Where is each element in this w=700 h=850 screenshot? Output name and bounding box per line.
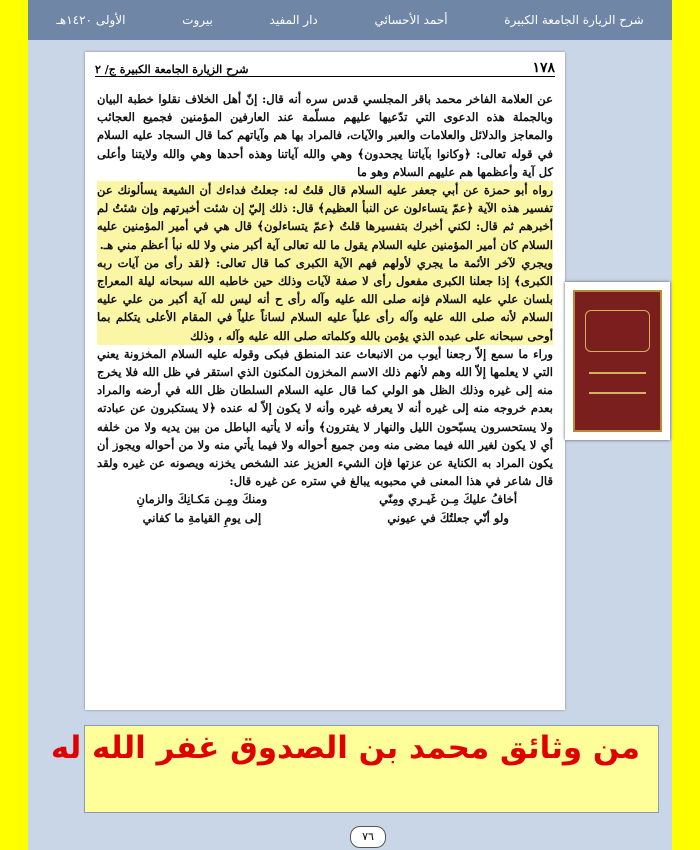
paragraph-3-highlighted: ويجري لآخر الأئمة ما يجري لأولهم فهم الآية الكبرى كما قال تعالى: ﴿لقد رأى من آيات ربه الكبرى﴾ إذا جعلنا الكبرى مفعول رأى لا صفة لآيات وذلك حين خاطبه الله سبحانه ليلة المعراج بلسان علي عليه السلام فإنه صلى الله عليه وآله رأى ح أنه ليس لله آية أكبر من علي عليه السلام لأنه صلى الله عليه وآله رأى علياً عليه السلام لساناً علياً في المقام الأعلى يتكلم بما أوحى سبحانه على عبده الذي يؤمن بالله وكلماته صلى الله عليه وآله ، وذلك	[97, 254, 553, 345]
page-number: ١٧٨	[532, 60, 555, 76]
publisher-name: دار المفيد	[269, 13, 318, 27]
book-title: شرح الزيارة الجامعة الكبيرة	[504, 13, 644, 27]
book-cover-image	[565, 282, 670, 440]
cover-divider	[589, 392, 646, 394]
footer-page-number: ٧٦	[350, 826, 386, 848]
publication-city: بيروت	[182, 13, 213, 27]
caption-text: من وثائق محمد بن الصدوق غفر الله له	[50, 730, 640, 766]
poem-hemistich: ومنكَ ومِـن مَكـانِكَ والزمانِ	[136, 492, 268, 507]
caption-box	[50, 725, 659, 813]
page-header	[95, 58, 555, 77]
paragraph-2-highlighted: رواه أبو حمزة عن أبي جعفر عليه السلام قال قلتُ له: جعلتُ فداءك أن الشيعة يسألونك عن تفسير هذه الآية ﴿عمّ يتساءلون عن النبأ العظيم﴾ قال: ذلك إليّ إن شئت أخبرتهم وإن شئتُ لم أخبرهم ثم قال: لكني أخبرك بتفسيرها قلتُ ﴿عمّ يتساءلون﴾ قال هي في أمير المؤمنين عليه السلام كان أمير المؤمنين عليه السلام يقول ما لله تعالى آية أكبر مني ولا لله نبأ أعظم مني هـ.	[97, 181, 553, 254]
poem-hemistich: إلى يومِ القيامةِ ما كفاني	[142, 510, 262, 525]
book-cover	[573, 290, 662, 432]
page-body	[97, 90, 553, 704]
edition-info: الأولى ١٤٢٠هـ	[56, 13, 126, 27]
running-title: شرح الزيارة الجامعة الكبيرة ج/ ٢	[95, 63, 249, 76]
poem-hemistich: أخافُ عليكَ مِـن غَيـري ومِنّي	[379, 492, 518, 507]
poem-hemistich: ولو أنّي جعلتُكَ في عيوني	[387, 510, 509, 525]
poem-line-1	[97, 490, 553, 508]
cover-ornament	[585, 310, 650, 352]
scanned-book-page	[85, 52, 565, 710]
cover-divider	[589, 372, 646, 374]
paragraph-4: وراء ما سمع إلاّ رجعنا أيوب من الانبعاث عند المنطق فبكى وقوله عليه السلام المخزونة يعني التي لا يعلمها إلاّ الله وهم لأنهم ذلك الاسم المخزون المكنون الذي استقر في ظل الله فلا يخرج منه إلى غيره وذلك الظل هو الولي كما قال عليه السلام السلطان ظل الله في أرضه والمراد بعدم خروجه منه إلى غيره أنه لا يعرفه غيره وأنه لا يكون إلاّ له عنده ﴿لا يستكبرون عن عبادته ولا يستحسرون يسبّحون الليل والنهار لا يفترون﴾ وأنه لا يأتيه الباطل من بين يديه ولا من خلفه أي لا يكون لغير الله فيما مضى منه ومن جميع أحواله ولا فيما يأتي منه ولا من أحواله ويجوز أن يكون المراد به الكناية عن عزتها فإن الشيء العزيز عند الشخص يخزنه ويصونه عن غيره ولقد قال شاعر في هذا المعنى في محبوبه يبالغ في ستره عن غيره قال:	[97, 346, 553, 489]
poem-line-2	[97, 509, 553, 527]
book-info-bar	[28, 0, 672, 40]
author-name: أحمد الأحسائي	[374, 13, 448, 27]
paragraph-1: عن العلامة الفاخر محمد باقر المجلسي قدس سره أنه قال: إنّ أهل الخلاف نقلوا خطبة البيان وبالجملة هذه الدعوى التي تدّعيها عليهم مسلّمة عند العارفين المؤمنين فجميع العجائب والمعاجز والدلائل والعلامات والعبر والآيات، فالمراد بها هم وآياتهم كما قال السجاد عليه السلام في قوله تعالى: ﴿وكانوا بآياتنا يجحدون﴾ وهي والله آياتنا وهذه أحدها وهي والله ولايتنا وأعلى كل آية وأعظمها هم عليهم السلام وهو ما	[97, 92, 553, 179]
